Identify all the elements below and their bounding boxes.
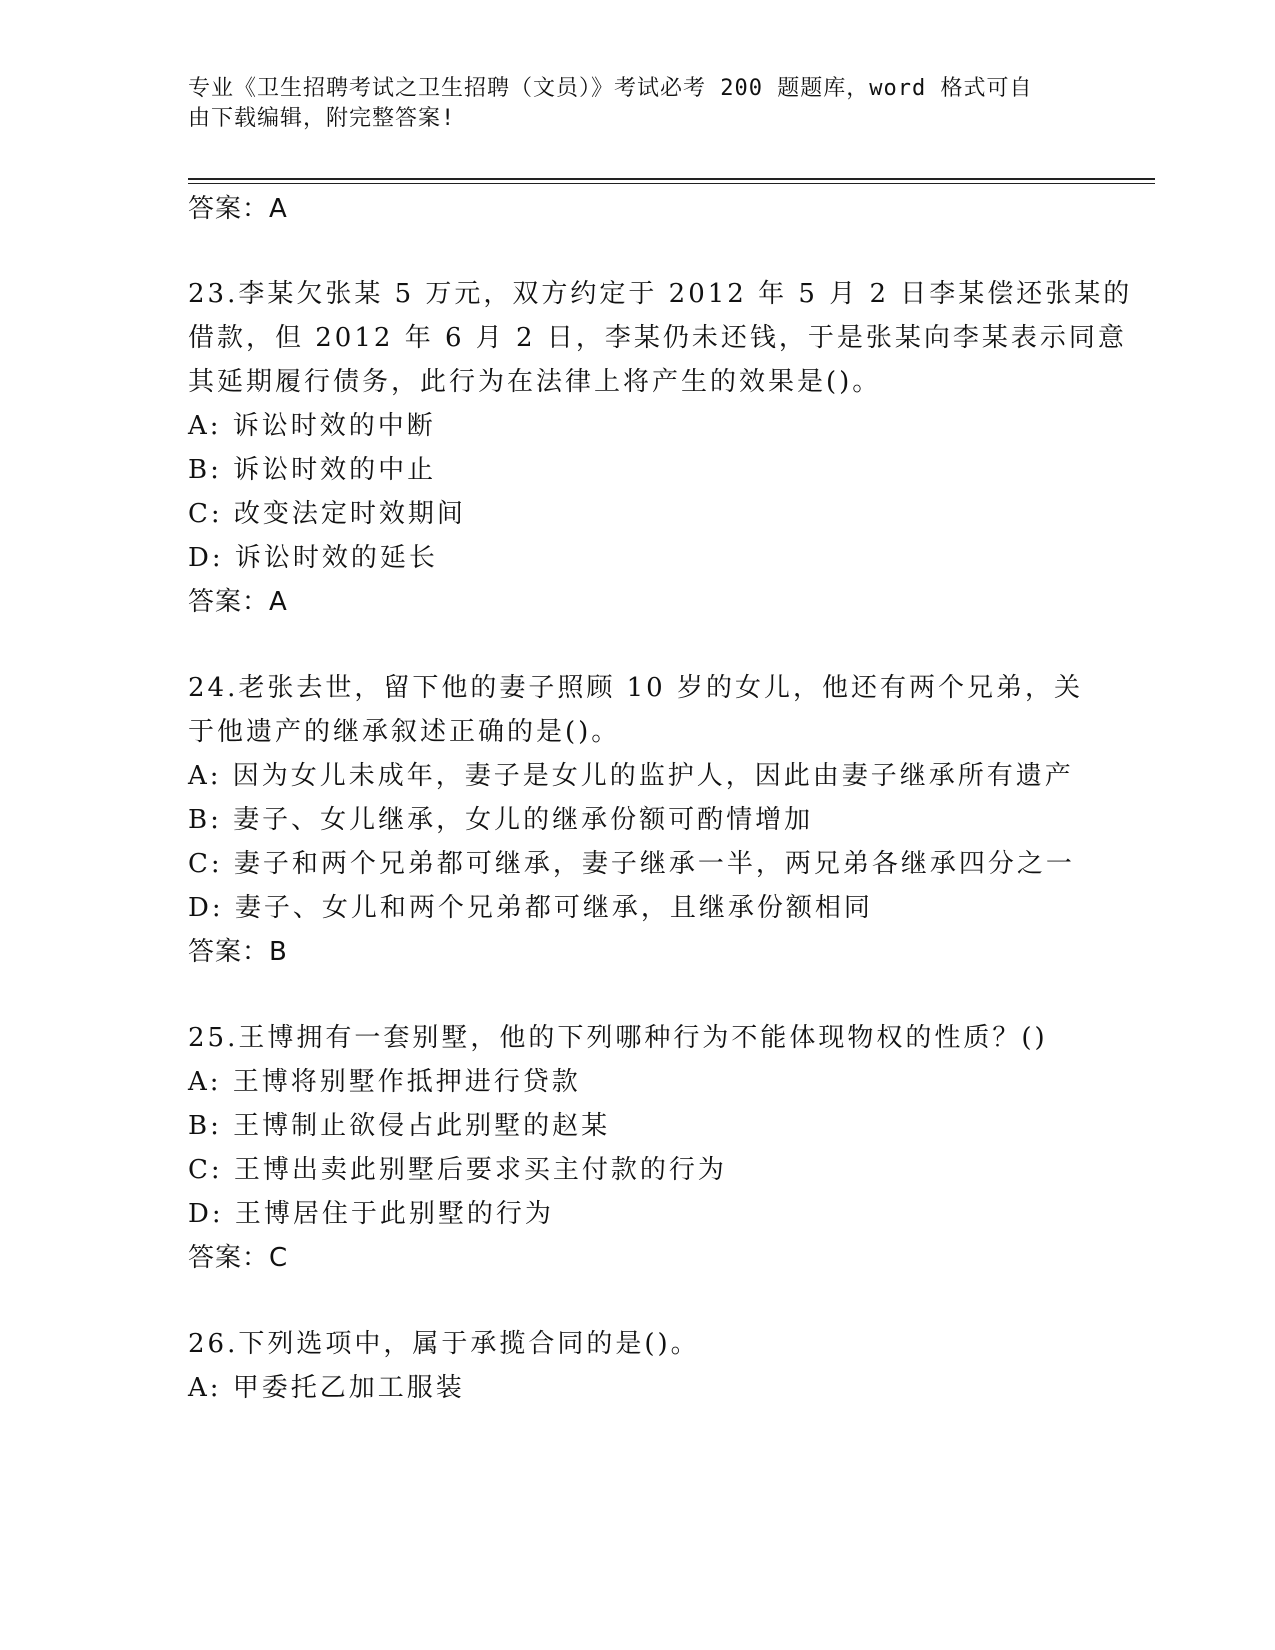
question-23-stem-2: 借款，但 2012 年 6 月 2 日，李某仍未还钱，于是张某向李某表示同意 xyxy=(188,323,1127,353)
header-line-1: 专业《卫生招聘考试之卫生招聘（文员）》考试必考 200 题题库，word 格式可自 xyxy=(188,76,1033,101)
question-23-option-c: C: 改变法定时效期间 xyxy=(188,499,466,529)
question-24-stem-1: 24.老张去世，留下他的妻子照顾 10 岁的女儿，他还有两个兄弟，关 xyxy=(188,673,1083,703)
question-25-option-c: C: 王博出卖此别墅后要求买主付款的行为 xyxy=(188,1155,727,1185)
question-23-answer: 答案：A xyxy=(188,587,288,617)
question-25-option-b: B: 王博制止欲侵占此别墅的赵某 xyxy=(188,1111,611,1141)
question-24-option-d: D: 妻子、女儿和两个兄弟都可继承，且继承份额相同 xyxy=(188,893,873,923)
document-header xyxy=(188,74,1088,134)
question-25-stem-1: 25.王博拥有一套别墅，他的下列哪种行为不能体现物权的性质？() xyxy=(188,1023,1048,1053)
header-divider-thin xyxy=(188,183,1155,184)
question-23-stem-1: 23.李某欠张某 5 万元，双方约定于 2012 年 5 月 2 日李某偿还张某的 xyxy=(188,279,1133,309)
question-23-option-b: B: 诉讼时效的中止 xyxy=(188,455,437,485)
question-23-stem-3: 其延期履行债务，此行为在法律上将产生的效果是()。 xyxy=(188,367,882,397)
question-24-answer: 答案：B xyxy=(188,937,288,967)
header-divider xyxy=(188,178,1155,180)
question-24-option-b: B: 妻子、女儿继承，女儿的继承份额可酌情增加 xyxy=(188,805,814,835)
question-24-stem-2: 于他遗产的继承叙述正确的是()。 xyxy=(188,717,621,747)
answer-line: 答案：A xyxy=(188,194,288,224)
question-26-stem-1: 26.下列选项中，属于承揽合同的是()。 xyxy=(188,1329,700,1359)
question-25-option-d: D: 王博居住于此别墅的行为 xyxy=(188,1199,554,1229)
question-24-option-a: A: 因为女儿未成年，妻子是女儿的监护人，因此由妻子继承所有遗产 xyxy=(188,761,1074,791)
header-line-2: 由下载编辑，附完整答案! xyxy=(188,106,456,131)
question-23-option-a: A: 诉讼时效的中断 xyxy=(188,411,436,441)
question-25-option-a: A: 王博将别墅作抵押进行贷款 xyxy=(188,1067,581,1097)
question-23-option-d: D: 诉讼时效的延长 xyxy=(188,543,438,573)
question-24-option-c: C: 妻子和两个兄弟都可继承，妻子继承一半，两兄弟各继承四分之一 xyxy=(188,849,1075,879)
question-25-answer: 答案：C xyxy=(188,1243,289,1273)
question-26-option-a: A: 甲委托乙加工服装 xyxy=(188,1373,465,1403)
